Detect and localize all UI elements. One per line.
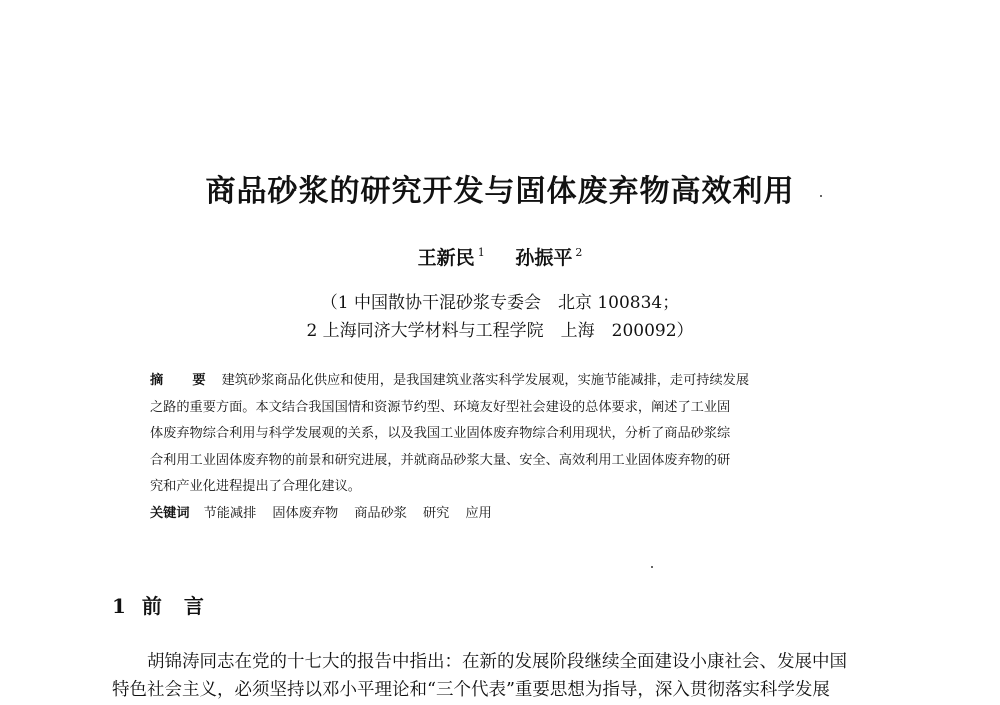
author-2 — [515, 243, 582, 270]
author-list — [0, 243, 1000, 270]
keyword: 节能减排 — [203, 505, 257, 521]
author-affiliation-mark: 2 — [575, 246, 583, 259]
keyword: 应用 — [465, 505, 492, 521]
abstract-text-line: 究和产业化进程提出了合理化建议。 — [150, 479, 361, 494]
abstract-text-line: 建筑砂浆商品化供应和使用，是我国建筑业落实科学发展观，实施节能减排，走可持续发展 — [221, 373, 750, 388]
abstract-block — [150, 368, 860, 527]
scan-speck — [820, 195, 822, 197]
keyword: 研究 — [423, 505, 450, 521]
abstract-text-line: 体废弃物综合利用与科学发展观的关系，以及我国工业固体废弃物综合利用现状，分析了商品砂浆综 — [150, 426, 731, 441]
abstract-text-line: 合利用工业固体废弃物的前景和研究进展，并就商品砂浆大量、安全、高效利用工业固体废弃物的研 — [150, 452, 731, 468]
author-affiliation-mark: 1 — [477, 246, 485, 259]
abstract-first-line — [150, 368, 860, 395]
body-paragraph — [112, 648, 892, 704]
section-heading — [112, 590, 226, 619]
keyword: 商品砂浆 — [354, 505, 407, 521]
author-1 — [418, 243, 485, 270]
author-name: 孙振平 — [515, 247, 573, 269]
keywords-line — [150, 501, 860, 528]
section-number: 1 — [112, 594, 126, 618]
affiliation-line-1: （1 中国散协干混砂浆专委会 北京 100834； — [320, 293, 680, 313]
abstract-text-line: 之路的重要方面。本文结合我国国情和资源节约型、环境友好型社会建设的总体要求，阐述了工业固 — [150, 399, 731, 415]
keywords-label: 关键词 — [150, 505, 190, 521]
scan-speck — [651, 566, 653, 568]
body-text-line: 胡锦涛同志在党的十七大的报告中指出：在新的发展阶段继续全面建设小康社会、发展中国 — [147, 652, 847, 672]
body-text-line: 特色社会主义，必须坚持以邓小平理论和“三个代表”重要思想为指导，深入贯彻落实科学发展 — [112, 680, 830, 700]
paper-title: 商品砂浆的研究开发与固体废弃物高效利用 — [205, 174, 795, 209]
affiliation-line-2: 2 上海同济大学材料与工程学院 上海 200092） — [306, 321, 694, 341]
abstract-label: 摘 要 — [150, 373, 214, 388]
keyword: 固体废弃物 — [272, 505, 339, 521]
section-title: 前言 — [141, 594, 226, 618]
author-name: 王新民 — [417, 247, 475, 269]
